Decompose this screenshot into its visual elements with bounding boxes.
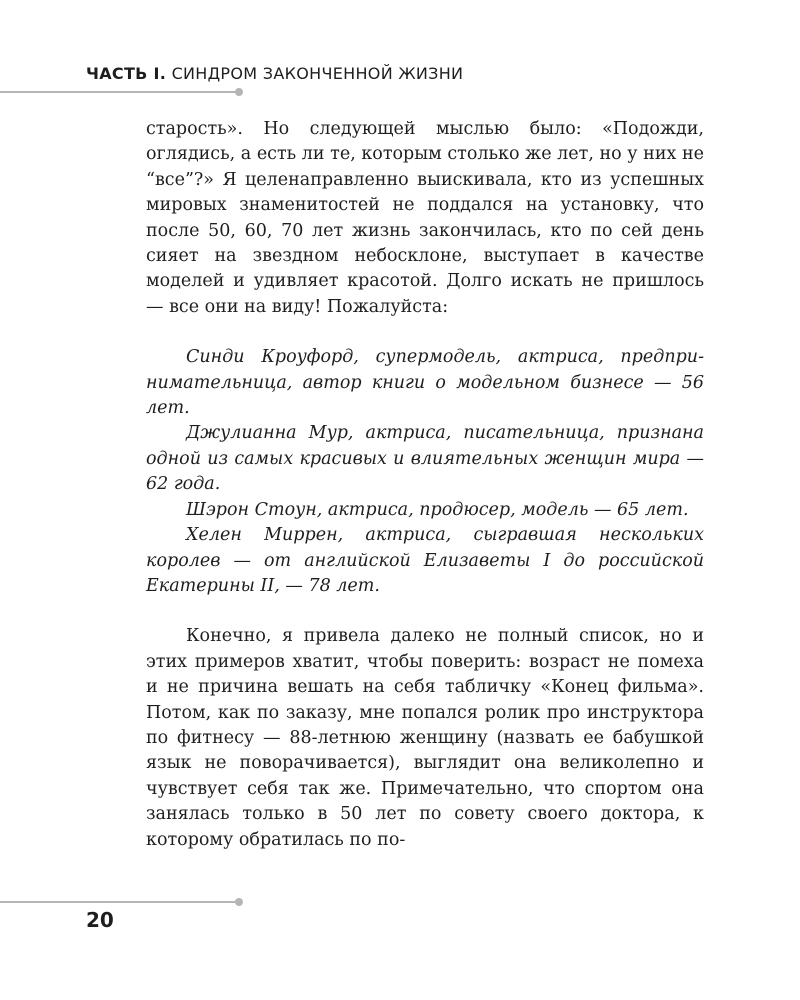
- footer-rule: [0, 901, 240, 903]
- paragraph-gap: [146, 599, 704, 624]
- page-number: 20: [86, 908, 114, 932]
- page-body: [146, 117, 704, 853]
- running-header: [86, 64, 463, 83]
- celebrity-entry: Джулианна Мур, актриса, писательница, признана одной из самых красивых и влиятельных женщин мира — 62 года.: [146, 423, 704, 495]
- celebrity-entry: Шэрон Стоун, актриса, продюсер, модель — 65 лет.: [186, 499, 689, 520]
- footer-rule-dot: [235, 898, 243, 906]
- header-rule: [0, 91, 240, 93]
- conclusion-paragraph: Конечно, я привела далеко не полный список, но и этих примеров хватит, чтобы поверить: возраст не помеха и не причина вешать на себя табличку «Конец фильма». Потом, как по заказу, мне попался ролик про инструктора по фитнесу — 88-летнюю женщину (назвать ее бабушкой язык не поворачивается), выглядит она великолепно и чувствует себя так же. Примечательно, что спортом она занялась только в 50 лет по совету своего доктора, к которому обратилась по по-: [146, 626, 704, 850]
- intro-paragraph: старость». Но следующей мыслью было: «Подожди, оглядись, а есть ли те, которым столько же лет, но у них не “все”?» Я целенаправленно выискивала, кто из успешных мировых знаменитостей не поддался на установку, что после 50, 60, 70 лет жизнь закончилась, кто по сей день сияет на звездном небосклоне, выступает в качестве моделей и удивляет красотой. Долго искать не пришлось — все они на виду! Пожалуйста:: [146, 119, 704, 317]
- celebrity-entry: Хелен Миррен, актриса, сыгравшая нескольких королев — от английской Елизаветы I до российской Екатерины II, — 78 лет.: [146, 525, 704, 596]
- paragraph-gap: [146, 320, 704, 345]
- part-title: СИНДРОМ ЗАКОНЧЕННОЙ ЖИЗНИ: [171, 64, 464, 83]
- celebrity-entry: Синди Кроуфорд, супермодель, актриса, предпринимательница, автор книги о модельном бизнесе — 56 лет.: [146, 347, 704, 419]
- part-number: ЧАСТЬ I.: [86, 64, 167, 83]
- header-rule-dot: [235, 88, 243, 96]
